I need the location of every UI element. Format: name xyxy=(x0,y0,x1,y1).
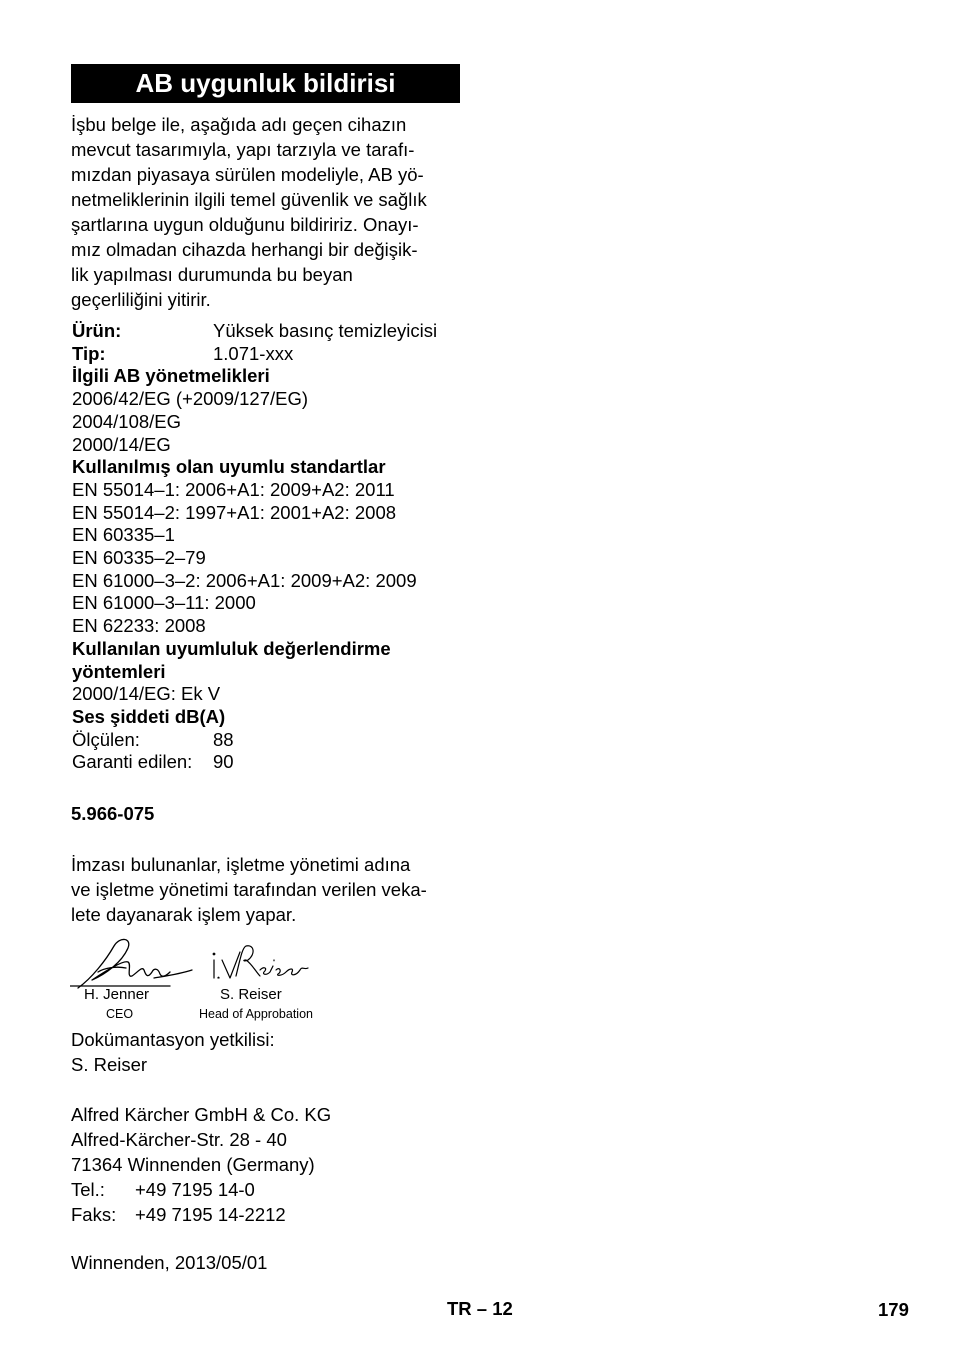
directive-item: 2006/42/EG (+2009/127/EG) xyxy=(72,388,309,410)
page-title: AB uygunluk bildirisi xyxy=(71,64,460,103)
intro-paragraph xyxy=(71,112,463,312)
signer-name: H. Jenner xyxy=(84,986,150,1003)
sound-guaranteed-value: 90 xyxy=(213,751,234,773)
intro-line: lik yapılması durumunda bu beyan xyxy=(71,264,353,285)
conformity-heading: Kullanılan uyumluluk değerlendirme xyxy=(72,637,391,659)
signatory-line: ve işletme yönetimi tarafından verilen veka- xyxy=(71,879,427,900)
sound-measured-value: 88 xyxy=(213,728,234,750)
type-value: 1.071-xxx xyxy=(213,342,294,364)
documentation-contact xyxy=(71,1027,275,1077)
standard-item: EN 62233: 2008 xyxy=(72,615,206,637)
product-value: Yüksek basınç temizleyicisi xyxy=(213,320,438,341)
intro-line: geçerliliğini yitirir. xyxy=(71,289,211,310)
standard-item: EN 61000–3–11: 2000 xyxy=(72,592,256,614)
directive-item: 2000/14/EG xyxy=(72,433,171,455)
signer-role: Head of Approbation xyxy=(199,1007,313,1021)
product-row xyxy=(72,320,472,343)
signatory-line: lete dayanarak işlem yapar. xyxy=(71,904,297,925)
intro-line: mızdan piyasaya sürülen modeliyle, AB yö- xyxy=(71,164,424,185)
signatory-paragraph xyxy=(71,852,463,927)
sound-measured-row xyxy=(72,729,472,752)
documentation-label: Dokümantasyon yetkilisi: xyxy=(71,1029,275,1050)
intro-line: şartlarına uygun olduğunu bildiririz. Onayı- xyxy=(71,214,419,235)
company-street: Alfred-Kärcher-Str. 28 - 40 xyxy=(71,1129,287,1150)
specifications xyxy=(72,320,472,774)
intro-line: İşbu belge ile, aşağıda adı geçen cihazın xyxy=(71,114,407,135)
product-label: Ürün: xyxy=(72,320,122,341)
conformity-value: 2000/14/EG: Ek V xyxy=(72,683,221,705)
company-fax xyxy=(71,1202,331,1227)
standard-item: EN 55014–1: 2006+A1: 2009+A2: 2011 xyxy=(72,478,395,500)
place-date: Winnenden, 2013/05/01 xyxy=(71,1252,268,1273)
directive-item: 2004/108/EG xyxy=(72,410,182,432)
fax-label: Faks: xyxy=(71,1204,117,1225)
conformity-heading-cont: yöntemleri xyxy=(72,660,166,682)
signature-images xyxy=(70,930,370,990)
type-label: Tip: xyxy=(72,342,106,364)
intro-line: netmeliklerinin ilgili temel güvenlik ve sağlık xyxy=(71,189,427,210)
phone-value: +49 7195 14-0 xyxy=(135,1179,255,1200)
company-name: Alfred Kärcher GmbH & Co. KG xyxy=(71,1104,332,1125)
intro-line: mevcut tasarımıyla, yapı tarzıyla ve tarafı- xyxy=(71,139,415,160)
intro-line: mız olmadan cihazda herhangi bir değişik- xyxy=(71,239,418,260)
sound-guaranteed-label: Garanti edilen: xyxy=(72,751,193,773)
page-number: 179 xyxy=(878,1299,909,1320)
sound-measured-label: Ölçülen: xyxy=(72,728,140,750)
standard-item: EN 61000–3–2: 2006+A1: 2009+A2: 2009 xyxy=(72,569,417,591)
standard-item: EN 55014–2: 1997+A1: 2001+A2: 2008 xyxy=(72,501,397,523)
signature-block xyxy=(70,930,370,1025)
signer-role: CEO xyxy=(106,1007,134,1021)
standard-item: EN 60335–2–79 xyxy=(72,547,206,569)
part-number: 5.966-075 xyxy=(71,803,155,824)
signer-name: S. Reiser xyxy=(220,986,282,1003)
company-address xyxy=(71,1102,331,1227)
signatory-line: İmzası bulunanlar, işletme yönetimi adına xyxy=(71,854,411,875)
signature-jenner xyxy=(70,939,192,988)
signature-reiser xyxy=(213,946,308,978)
directives-heading: İlgili AB yönetmelikleri xyxy=(72,365,270,387)
standards-heading: Kullanılmış olan uyumlu standartlar xyxy=(72,456,386,478)
sound-guaranteed-row xyxy=(72,751,472,774)
phone-label: Tel.: xyxy=(71,1179,105,1200)
type-row xyxy=(72,343,472,366)
documentation-name: S. Reiser xyxy=(71,1054,148,1075)
footer-section-label: TR – 12 xyxy=(447,1298,513,1319)
company-city: 71364 Winnenden (Germany) xyxy=(71,1154,315,1175)
sound-heading: Ses şiddeti dB(A) xyxy=(72,705,226,727)
company-phone xyxy=(71,1177,331,1202)
standard-item: EN 60335–1 xyxy=(72,524,175,546)
fax-value: +49 7195 14-2212 xyxy=(135,1204,286,1225)
